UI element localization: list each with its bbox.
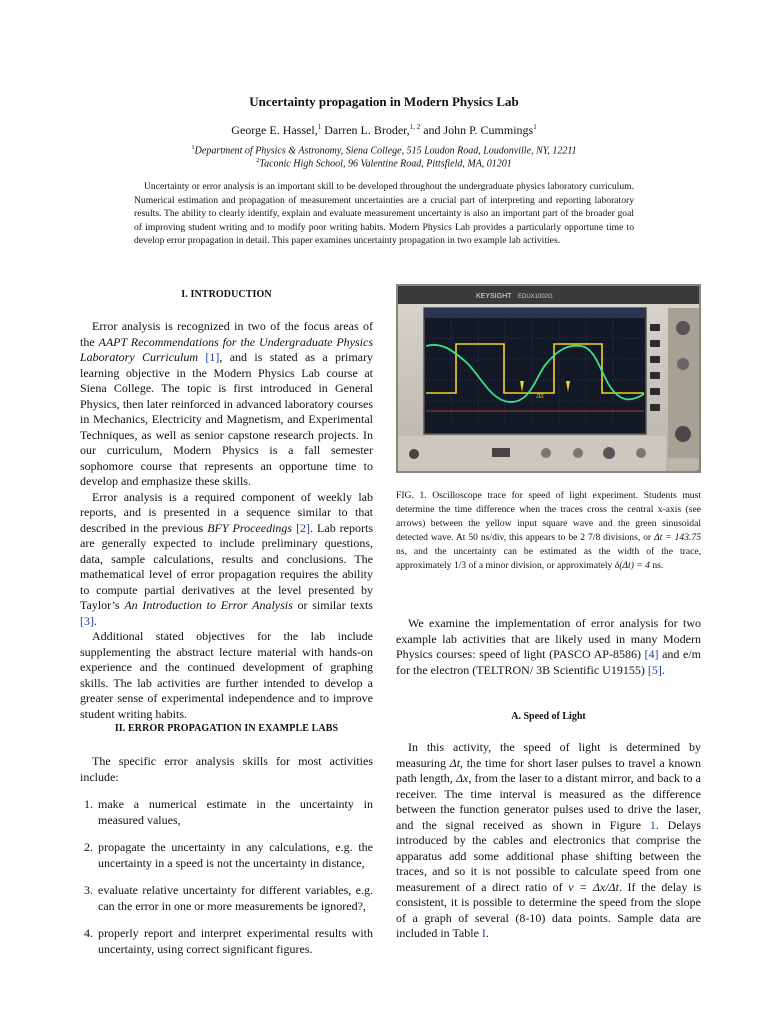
text-run: or similar texts (292, 598, 373, 612)
math-inline: Δt = 143.75 (654, 532, 702, 543)
delta-t-marker: Δt (536, 392, 544, 400)
math-inline: Δt (449, 755, 461, 770)
section-heading-introduction: I. INTRODUCTION (181, 289, 272, 300)
math-inline: 1/3 (453, 560, 467, 571)
text-run: FIG. 1. Oscilloscope trace for speed of light experiment. Students must determine the time difference when the traces cross the central x-axis (see arrows) between the yellow input square wave and the green sinusoidal detected wave. At 50 ns/div, this appears to be 2 7/8 divisions, or (396, 490, 701, 543)
math-inline: δ(Δt) = 4 (614, 560, 650, 571)
scope-brand-label: KEYSIGHT (476, 293, 512, 300)
scope-knob (676, 321, 690, 335)
math-inline: v = Δx/Δt (568, 879, 619, 894)
softkey-button (650, 404, 660, 411)
citation-link[interactable]: [4] (644, 647, 659, 661)
math-inline: Δx (455, 771, 469, 785)
list-item (80, 926, 373, 957)
list-number: 3. (84, 883, 93, 897)
section-heading-error-propagation: II. ERROR PROPAGATION IN EXAMPLE LABS (114, 723, 339, 734)
skills-intro: The specific error analysis skills for most activities include: (80, 754, 373, 784)
figure-reference-link[interactable]: 1 (649, 817, 656, 832)
affiliation-line (0, 144, 768, 156)
skills-list (80, 797, 373, 957)
table-reference-link[interactable]: I (481, 926, 486, 940)
intro-paragraph-3: Additional stated objectives for the lab include supplementing the abstract lecture material with hands-on experience and the continued development of graphing skills. The lab activities are further intended to develop a greater sense of experimental independence and to improve student writing habits. (80, 629, 373, 721)
list-item (80, 797, 373, 828)
body-paragraph (396, 740, 701, 942)
oscilloscope-illustration (396, 284, 701, 473)
text-run: . If the delay is consistent, it is possible to determine the speed from the slope of a graph of several (8-10) data points. Sample data are included in Table (396, 879, 701, 940)
text-run: . Lab reports are generally expected to include preliminary questions, data, sample calculations, results and conclusions. The mathematical level of error propagation requires the ability to compute partial derivatives at the level presented by Taylor’s (80, 520, 373, 612)
italic-title: AAPT Recommendations for the Undergraduate Physics Laboratory Curriculum (80, 334, 373, 364)
citation-link[interactable]: [5] (647, 662, 662, 677)
softkey-button (650, 388, 660, 395)
text-run: . Delays introduced by the cables and electronics that comprise the apparatus add some additional phase shifting between the traces, and so it is not possible to calculate speed from one measurement of a direct ratio of (396, 817, 702, 894)
scope-knob (675, 426, 691, 442)
text-run: Error analysis is a required component of weekly lab reports, and is presented in a sequence similar to that described in the previous (80, 489, 373, 535)
figure-1-caption (396, 489, 701, 573)
scope-screen (424, 308, 646, 434)
paper-title: Uncertainty propagation in Modern Physics Lab (249, 94, 519, 109)
softkey-button (650, 324, 660, 331)
list-item-text: make a numerical estimate in the uncertainty in measured values, (98, 797, 373, 827)
text-run: . (661, 662, 665, 677)
screen-status-bar (424, 308, 646, 318)
list-item (80, 840, 373, 871)
list-item-text: evaluate relative uncertainty for different variables, e.g. can the error in one or more measurements be ignored?, (98, 883, 373, 913)
error-propagation-body (80, 754, 373, 969)
affiliation-text: Department of Physics & Astronomy, Siena College, 515 Loudon Road, Loudonville, NY, 12211 (194, 145, 577, 157)
text-run: and e/m for the electron (TELTRON/ 3B Scientific U19155) (396, 647, 701, 677)
usb-port (492, 448, 510, 457)
text-run: , the time for short laser pulses to travel a known path length, (396, 755, 701, 785)
citation-link[interactable]: [1] (205, 350, 220, 364)
text-run: Error analysis is recognized in two of the focus areas of the (80, 319, 373, 349)
text-run: , from the laser to a distant mirror, and back to a receiver. The time interval is measured as the difference between the function generator pulses used to drive the laser, and the signal received as shown in Figure (396, 771, 701, 832)
author-affiliation-mark: 1 (317, 123, 322, 131)
figure-1-oscilloscope-photo (396, 284, 701, 473)
author-line (0, 123, 768, 138)
subsection-heading-speed-of-light: A. Speed of Light (511, 711, 586, 722)
abstract: Uncertainty or error analysis is an important skill to be developed throughout the undergraduate physics laboratory curriculum. Numerical estimation and propagation of measurement uncertainties are a crucial part of interpreting and reporting laboratory results. The ability to clearly identify, explain and evaluate measurement uncertainty is also an important part of the broader goal of improving student writing and to modify poor writing habits. Modern Physics Lab provides a particularly opportune time to develop error propagation in detail. This paper examines uncertainty propagation in two example lab activities. (134, 181, 634, 247)
scope-bottom-panel (398, 436, 666, 471)
author-name: Darren L. Broder, (324, 123, 410, 137)
scope-model-label: EDUX1002G (518, 294, 553, 300)
text-run: , and is stated as a primary learning objective in the Modern Physics Lab course at Siena College. The topic is first introduced in General Physics, then later reinforced in advanced laboratory courses in Mechanics, Electricity and Magnetism, and Experimental Techniques, as well as senior capstone research projects. In our curriculum, Modern Physics is a fall semester sophomore course that represents an opportune time to develop and emphasize these skills. (80, 350, 373, 488)
list-number: 1. (84, 797, 93, 811)
scope-knob (636, 448, 646, 458)
list-item-text: propagate the uncertainty in any calculations, e.g. the uncertainty in a speed is not the uncertainty in distance, (98, 840, 373, 870)
list-item-text: properly report and interpret experimental results with uncertainty, using correct significant figures. (98, 926, 373, 956)
scope-knob (677, 358, 689, 370)
text-run: In this activity, the speed of light is determined by measuring (396, 740, 701, 770)
author-name: and John P. Cummings (423, 123, 534, 137)
text-run: . (94, 613, 97, 628)
intro-paragraph-1 (80, 319, 373, 490)
scope-knob (541, 448, 551, 458)
body-paragraph (396, 616, 701, 678)
author-affiliation-mark: 1 (533, 123, 537, 131)
author-affiliation-mark: 1, 2 (409, 123, 421, 131)
text-run: ns. (649, 560, 664, 571)
softkey-button (650, 340, 660, 347)
introduction-body (80, 319, 373, 722)
list-item (80, 883, 373, 914)
italic-title: An Introduction to Error Analysis (124, 598, 293, 612)
text-run: . (485, 926, 489, 940)
affiliation-text: Taconic High School, 96 Valentine Road, Pittsfield, MA, 01201 (259, 158, 512, 170)
citation-link[interactable]: [2] (296, 520, 311, 535)
text-run: ns, and the uncertainty can be estimated as the width of the trace, approximately (396, 546, 701, 571)
scope-knob (603, 447, 615, 459)
softkey-button (650, 356, 660, 363)
affiliation-line (0, 157, 768, 169)
text-run: We examine the implementation of error analysis for two example lab activities that are likely used in many Modern Physics courses: speed of light (PASCO AP-8586) (396, 616, 701, 661)
power-button (409, 449, 419, 459)
affiliation-mark: 2 (256, 157, 260, 164)
list-number: 4. (84, 926, 93, 940)
intro-paragraph-2 (80, 490, 373, 630)
text-run: of a minor division, or approximately (466, 560, 615, 571)
list-number: 2. (84, 840, 93, 854)
softkey-button (650, 372, 660, 379)
author-name: George E. Hassel, (231, 123, 318, 137)
affiliation-mark: 1 (191, 144, 195, 151)
right-intro-paragraph (396, 616, 701, 678)
speed-of-light-body (396, 740, 701, 942)
scope-knob (573, 448, 583, 458)
italic-title: BFY Proceedings (207, 520, 293, 535)
citation-link[interactable]: [3] (80, 613, 94, 628)
